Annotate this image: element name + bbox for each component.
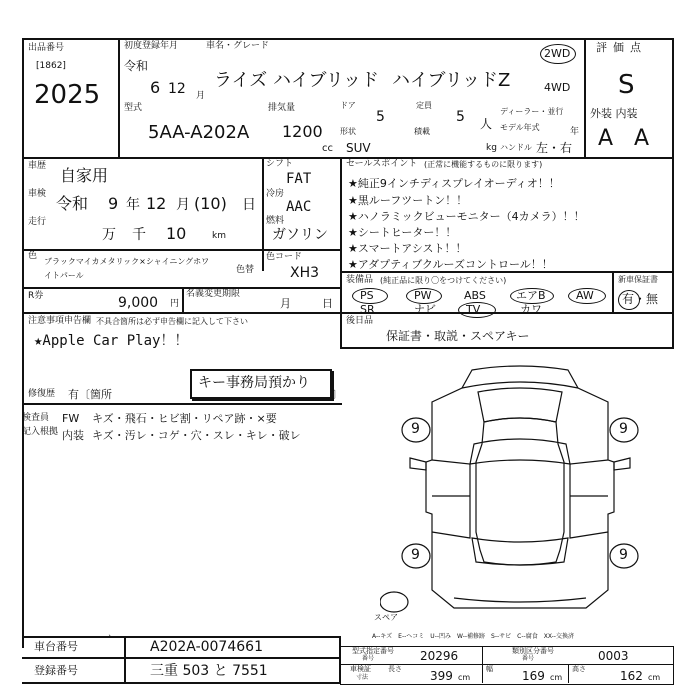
dim-sub: 寸法 xyxy=(356,674,369,681)
key-label: キー事務局預かり xyxy=(198,375,310,391)
car-rear-bumper xyxy=(454,598,586,602)
cert-model-label: 型式指定番号 xyxy=(352,647,394,655)
first-reg-era: 令和 xyxy=(124,59,149,73)
equipment-note: (純正品に限り〇をつけてください) xyxy=(380,276,507,285)
equip-ps: PS xyxy=(360,289,374,302)
capacity-label: 定員 xyxy=(416,101,432,110)
tire-rr: 9 xyxy=(619,547,628,563)
repair-value: 有〔箇所 xyxy=(68,388,112,401)
divider-h-repair xyxy=(22,403,342,405)
exterior-grade: A xyxy=(598,126,614,151)
inspection-era: 令和 xyxy=(56,194,89,213)
doors-value: 5 xyxy=(376,109,385,125)
divider-v-lot xyxy=(118,38,120,158)
repair-label: 修復歴 xyxy=(28,389,56,399)
color-line1: ブラックマイカメタリック×シャイニングホワ xyxy=(44,257,210,266)
damage-codes: A--キズ E--ヘコミ U--凹み W--補修跡 S--サビ C--腐食 XX--交換済 xyxy=(372,633,574,640)
fuel-label: 燃料 xyxy=(266,216,285,226)
sales-point-item: ★スマートアシスト！！ xyxy=(348,242,467,255)
interior-text: キズ・汚レ・コゲ・穴・スレ・キレ・破レ xyxy=(92,429,301,442)
divider-v-sales xyxy=(340,157,342,347)
bottom-top-line xyxy=(22,636,340,638)
mileage-label: 走行 xyxy=(28,217,47,227)
car-roof xyxy=(476,418,564,565)
inspection-y: 年 xyxy=(126,197,140,213)
doors-label: ドア xyxy=(340,101,356,110)
chassis-mark: ` xyxy=(108,635,113,645)
interior-label: 内装 xyxy=(62,429,84,442)
spare-circle xyxy=(380,592,408,612)
first-reg-month: 12 xyxy=(168,81,186,97)
warranty-value: 有・無 xyxy=(622,292,659,306)
first-reg-label: 初度登録年月 xyxy=(124,41,179,51)
ext-int-label: 外装 内装 xyxy=(590,107,638,120)
load-label: 積載 xyxy=(414,127,430,136)
sales-point-item: ★アダプティブクルーズコントロール！！ xyxy=(348,258,553,271)
divider-h-after xyxy=(340,312,674,314)
mileage-sen: 千 xyxy=(132,227,146,243)
chassis-label: 車台番号 xyxy=(34,640,78,653)
ac-value: AAC xyxy=(286,199,312,215)
cert-divider-2 xyxy=(568,664,569,683)
color-swap-label: 色替 xyxy=(236,265,255,275)
frame-right-lower xyxy=(672,157,674,348)
mileage-value: 10 xyxy=(166,224,187,243)
fittings-value: 保証書・取説・スペアキー xyxy=(386,329,530,343)
first-reg-year: 6 xyxy=(150,78,161,97)
dim-label: 車検証 xyxy=(350,665,371,673)
divider-h-after-bottom xyxy=(340,347,674,349)
divider-h-color xyxy=(22,249,342,251)
cert-model-sub: 番号 xyxy=(362,655,375,662)
equip-aw: AW xyxy=(576,289,594,302)
car-mirror-right xyxy=(614,458,630,470)
recycle-unit: 円 xyxy=(170,299,180,309)
history-label: 車歴 xyxy=(28,161,47,171)
rating-label: 評価点 xyxy=(596,41,647,54)
car-left-side xyxy=(432,460,470,538)
bottom-bot-line xyxy=(22,682,340,684)
equip-abs: ABS xyxy=(464,289,486,302)
divider-v-rating xyxy=(584,38,586,158)
capacity-value: 5 xyxy=(456,109,465,125)
inspection-d: 日 xyxy=(242,197,256,213)
car-hood xyxy=(478,388,562,422)
fuel-value: ガソリン xyxy=(272,227,328,243)
sales-point-item: ★黒ルーフツートン！！ xyxy=(348,194,468,207)
divider-h-equip xyxy=(340,271,674,273)
deadline-day: 日 xyxy=(322,297,333,310)
dim-width-unit: cm xyxy=(550,673,563,682)
drive-4wd: 4WD xyxy=(544,81,571,94)
car-rear-glass xyxy=(472,538,568,565)
notes-label: 注意事項申告欄 xyxy=(28,316,92,326)
sales-point-item: ★シートヒーター！！ xyxy=(348,226,457,239)
car-front-bumper xyxy=(462,382,578,388)
cert-divider xyxy=(482,646,483,683)
equip-tv: TV xyxy=(466,303,481,316)
fw-label: FW xyxy=(62,412,80,425)
mileage-man: 万 xyxy=(102,227,116,243)
divider-v-color-code xyxy=(262,249,264,271)
displacement-unit: cc xyxy=(322,143,333,154)
model-year-unit: 年 xyxy=(570,127,580,137)
color-label: 色 xyxy=(28,251,38,261)
model-value: 5AA-A202A xyxy=(148,122,250,143)
registration-value: 三重 503 と 7551 xyxy=(150,663,268,679)
notes-sub: 不具合箇所は必ず申告欄に記入して下さい xyxy=(96,317,248,326)
drive-2wd: 2WD xyxy=(544,47,571,60)
warranty-label: 新車保証書 xyxy=(618,275,658,284)
sales-points-label: セールスポイント xyxy=(346,159,418,169)
equip-sr: SR xyxy=(360,303,375,316)
deadline-divider xyxy=(182,288,184,313)
equip-pw: PW xyxy=(414,289,432,302)
repair-close: 〕 xyxy=(332,388,343,401)
inspection-day: (10) xyxy=(194,194,227,213)
inspection-label: 車検 xyxy=(28,189,47,199)
equip-navi: ナビ xyxy=(414,303,436,316)
cert-class-sub: 番号 xyxy=(522,655,535,662)
car-mirror-left xyxy=(410,458,426,470)
history-value: 自家用 xyxy=(60,166,109,185)
shift-label: シフト xyxy=(266,159,294,169)
inspection-year: 9 xyxy=(108,194,119,213)
sales-point-item: ★純正9インチディスプレイオーディオ！！ xyxy=(348,177,560,190)
fw-text: キズ・飛石・ヒビ割・リペア跡・×要 xyxy=(92,412,277,425)
displacement-value: 1200 xyxy=(282,122,323,141)
dim-width-label: 幅 xyxy=(486,665,493,673)
lot-label: 出品番号 xyxy=(28,43,65,53)
frame-left xyxy=(22,38,24,648)
car-outline-outer xyxy=(426,366,614,608)
car-name: ライズ ハイブリッド xyxy=(214,70,380,91)
deadline-month: 月 xyxy=(280,297,291,310)
lot-sub: [1862] xyxy=(36,61,66,71)
color-code: XH3 xyxy=(290,265,320,281)
inspection-m: 月 xyxy=(176,197,190,213)
displacement-label: 排気量 xyxy=(268,103,296,113)
divider-v-shift xyxy=(262,157,264,250)
cert-model-value: 20296 xyxy=(420,649,459,663)
car-name-label: 車名・グレード xyxy=(206,41,270,51)
color-code-label: 色コード xyxy=(266,252,303,262)
dim-width: 169 xyxy=(522,669,545,683)
chassis-value: A202A-0074661 xyxy=(150,639,263,655)
sales-point-item: ★ハノラミックビューモニター（4カメラ）！！ xyxy=(348,210,585,223)
car-windshield xyxy=(470,439,570,464)
equip-leather: カワ xyxy=(520,303,542,316)
dim-length-label: 長さ xyxy=(388,665,402,673)
inspector-label: 検査員 xyxy=(22,413,50,423)
bottom-mid-line xyxy=(22,657,340,659)
dim-length: 399 xyxy=(430,669,453,683)
dim-height-label: 高さ xyxy=(572,665,586,673)
divider-v-warranty xyxy=(612,271,614,313)
recycle-value: 9,000 xyxy=(118,295,159,311)
tire-rl: 9 xyxy=(411,547,420,563)
body-type-value: SUV xyxy=(346,141,371,155)
first-reg-month-unit: 月 xyxy=(196,91,206,101)
equipment-label: 装備品 xyxy=(346,275,374,285)
tire-fr: 9 xyxy=(619,421,628,437)
ac-label: 冷房 xyxy=(266,189,285,199)
dim-height-unit: cm xyxy=(648,673,661,682)
car-right-side xyxy=(570,460,608,538)
inspection-month: 12 xyxy=(146,194,167,213)
lot-number: 2025 xyxy=(34,80,101,110)
body-type-label: 形状 xyxy=(340,127,356,136)
mileage-unit: km xyxy=(212,231,226,241)
capacity-unit: 人 xyxy=(480,117,493,131)
tire-fl: 9 xyxy=(411,421,420,437)
rating-value: S xyxy=(618,70,635,100)
model-label: 型式 xyxy=(124,103,143,113)
car-grade: ハイブリッドZ xyxy=(392,70,511,91)
handle-value: 左・右 xyxy=(536,141,573,155)
deadline-label: 名義変更期限 xyxy=(186,289,241,299)
frame-top xyxy=(22,38,674,40)
shift-value: FAT xyxy=(286,171,312,187)
dim-length-unit: cm xyxy=(458,673,471,682)
notes-text: ★Apple Car Play！！ xyxy=(34,333,189,349)
color-line2: イトパール xyxy=(44,271,84,280)
recycle-label: R券 xyxy=(28,291,44,301)
cert-class-value: 0003 xyxy=(598,649,629,663)
car-diagram xyxy=(380,362,660,624)
fittings-label: 後日品 xyxy=(346,316,374,326)
spare-label: スペア xyxy=(374,613,398,622)
cert-class-label: 類別区分番号 xyxy=(512,647,554,655)
dealer-label: ディーラー・並行 xyxy=(500,107,564,116)
dim-height: 162 xyxy=(620,669,643,683)
equip-airbag: エアB xyxy=(516,289,546,302)
registration-label: 登録番号 xyxy=(34,664,78,677)
bottom-label-divider xyxy=(124,636,126,683)
frame-right xyxy=(672,38,674,158)
handle-label: ハンドル xyxy=(500,143,532,152)
model-year-label: モデル年式 xyxy=(500,123,540,132)
entry-label: 記入根拠 xyxy=(22,427,59,437)
interior-grade: A xyxy=(634,126,650,151)
load-unit: kg xyxy=(486,143,497,153)
sales-points-note: (正常に機能するものに限ります) xyxy=(424,160,543,169)
